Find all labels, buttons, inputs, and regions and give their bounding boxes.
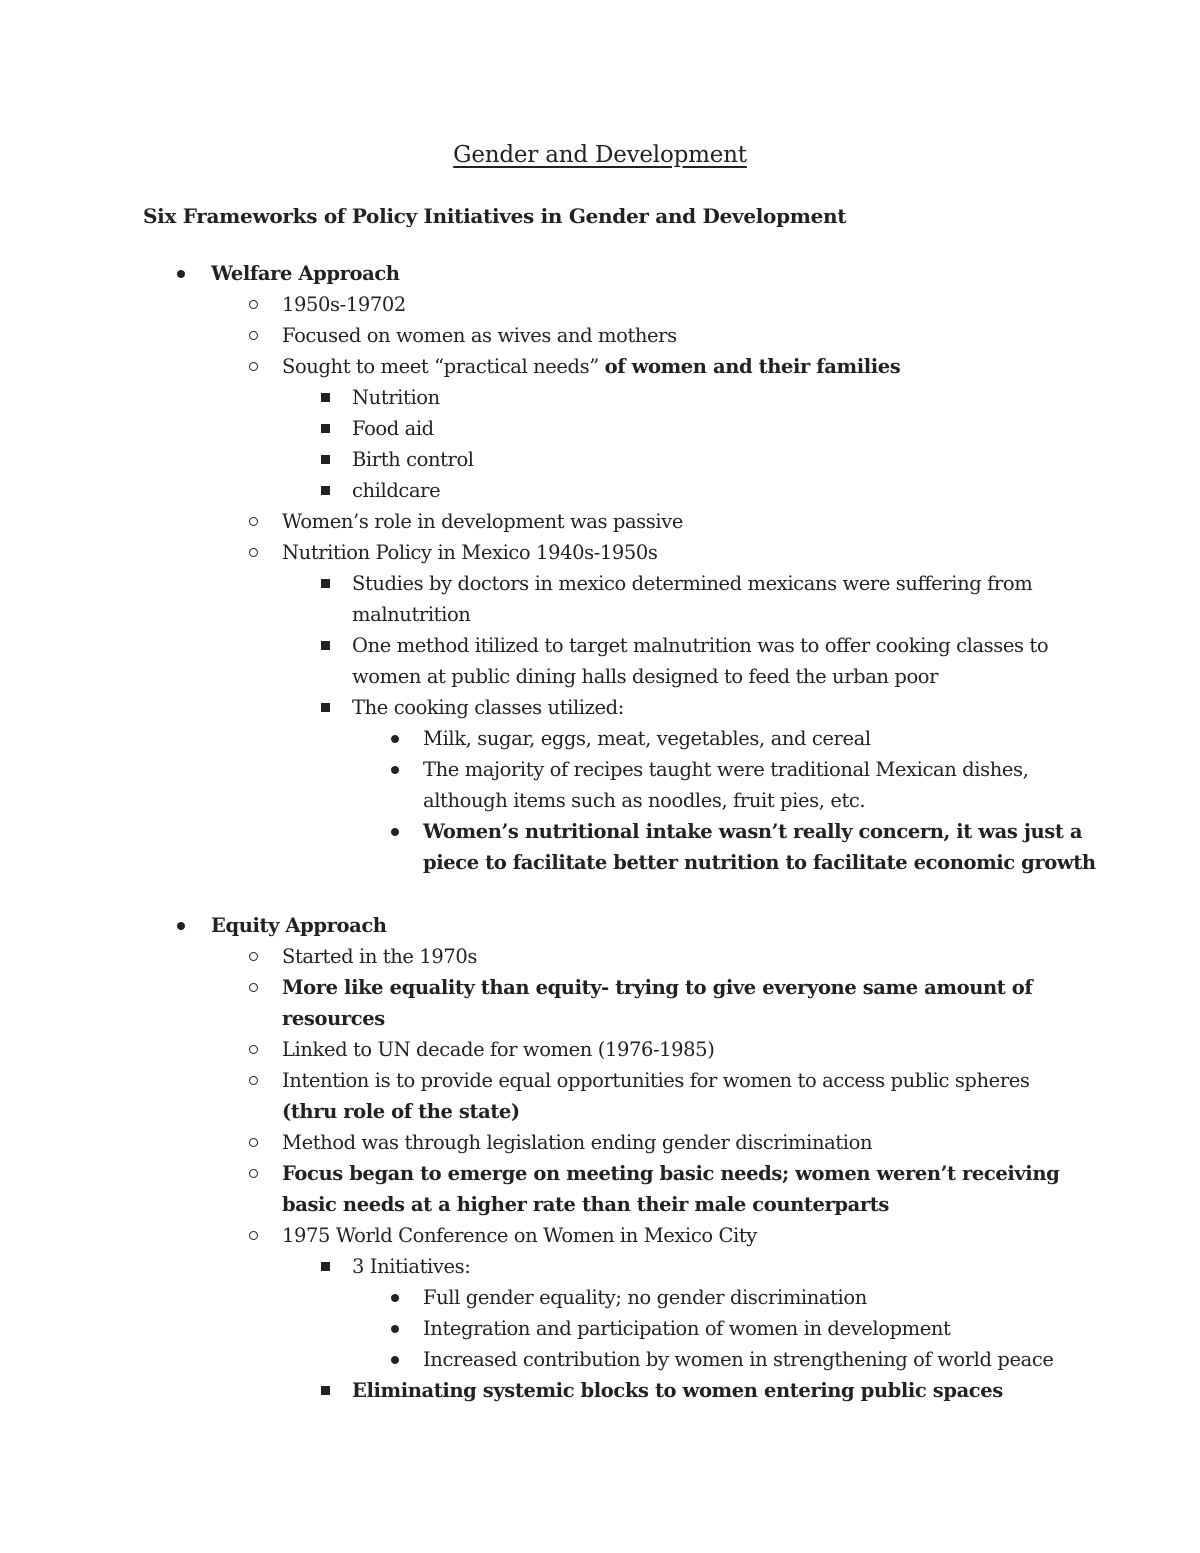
list-item: [0, 1034, 1200, 1065]
list-item: [0, 413, 1200, 444]
list-item-text: [423, 816, 1082, 847]
list-item-continuation: [0, 1096, 1200, 1127]
equity-approach-section: [0, 910, 1200, 1406]
text-run: Started in the 1970s: [282, 945, 477, 968]
list-item-text: [423, 1344, 1054, 1375]
list-item: [0, 1251, 1200, 1282]
bullet-square-icon: [319, 1251, 331, 1282]
list-item: [0, 1313, 1200, 1344]
list-item: [0, 630, 1200, 661]
list-item-continuation: [0, 599, 1200, 630]
list-item-text: [423, 1282, 867, 1313]
section-heading: [0, 258, 1200, 289]
welfare-approach-section: [0, 258, 1200, 878]
bullet-square-icon: [319, 568, 331, 599]
text-run: 3 Initiatives:: [352, 1255, 471, 1278]
list-item: [0, 444, 1200, 475]
bold-text-run: Welfare Approach: [211, 262, 400, 285]
list-item: [0, 351, 1200, 382]
bullet-square-icon: [319, 382, 331, 413]
bullet-dot-icon: [390, 816, 402, 847]
list-item-text: [352, 444, 474, 475]
bullet-dot-icon: [176, 910, 188, 941]
bullet-dot-icon: [390, 1344, 402, 1375]
text-run: One method itilized to target malnutrition was to offer cooking classes to: [352, 634, 1049, 657]
bullet-square-icon: [319, 692, 331, 723]
list-item-text: [352, 475, 440, 506]
bold-text-run: piece to facilitate better nutrition to facilitate economic growth: [423, 851, 1096, 874]
bullet-dot-icon: [390, 1313, 402, 1344]
bullet-square-icon: [319, 475, 331, 506]
list-item-continuation: [0, 661, 1200, 692]
list-item: [0, 382, 1200, 413]
list-item-text: [423, 754, 1028, 785]
bullet-circle-icon: [248, 351, 260, 382]
list-item: [0, 816, 1200, 847]
list-item-text: [282, 1003, 385, 1034]
list-item-continuation: [0, 1003, 1200, 1034]
list-item: [0, 1344, 1200, 1375]
bold-text-run: More like equality than equity- trying to give everyone same amount of: [282, 976, 1033, 999]
bullet-dot-icon: [176, 258, 188, 289]
list-item-text: [282, 941, 477, 972]
list-item: [0, 692, 1200, 723]
bullet-square-icon: [319, 444, 331, 475]
bold-text-run: resources: [282, 1007, 385, 1030]
list-item-text: [282, 1220, 757, 1251]
list-item: [0, 289, 1200, 320]
bullet-circle-icon: [248, 1034, 260, 1065]
bold-text-run: of women and their families: [604, 355, 901, 378]
list-item: [0, 941, 1200, 972]
bullet-dot-icon: [390, 723, 402, 754]
section-subtitle: Six Frameworks of Policy Initiatives in Gender and Development: [143, 204, 847, 228]
list-item-text: [282, 1189, 889, 1220]
list-item-text: [282, 506, 683, 537]
bullet-circle-icon: [248, 506, 260, 537]
list-item: [0, 1282, 1200, 1313]
list-item-text: [352, 661, 938, 692]
list-item-text: [282, 1096, 520, 1127]
text-run: Full gender equality; no gender discrimination: [423, 1286, 867, 1309]
list-item-text: [352, 692, 624, 723]
bullet-circle-icon: [248, 537, 260, 568]
list-item-text: [282, 1127, 872, 1158]
section-heading: [0, 910, 1200, 941]
text-run: women at public dining halls designed to feed the urban poor: [352, 665, 939, 688]
bold-text-run: basic needs at a higher rate than their male counterparts: [282, 1193, 889, 1216]
bold-text-run: Eliminating systemic blocks to women entering public spaces: [352, 1379, 1003, 1402]
text-run: Milk, sugar, eggs, meat, vegetables, and cereal: [423, 727, 871, 750]
list-item-text: [282, 351, 900, 382]
list-item-continuation: [0, 785, 1200, 816]
list-item: [0, 568, 1200, 599]
bullet-circle-icon: [248, 941, 260, 972]
bullet-square-icon: [319, 413, 331, 444]
bold-text-run: Equity Approach: [211, 914, 387, 937]
list-item-text: [352, 1251, 470, 1282]
list-item-text: [282, 1065, 1030, 1096]
bullet-square-icon: [319, 1375, 331, 1406]
list-item-text: [211, 910, 387, 941]
list-item: [0, 972, 1200, 1003]
list-item-text: [423, 1313, 950, 1344]
list-item: [0, 1220, 1200, 1251]
list-item-continuation: [0, 1189, 1200, 1220]
list-item-text: [352, 413, 434, 444]
list-item: [0, 1375, 1200, 1406]
bullet-circle-icon: [248, 1220, 260, 1251]
text-run: Women’s role in development was passive: [282, 510, 683, 533]
list-item: [0, 723, 1200, 754]
bullet-circle-icon: [248, 289, 260, 320]
list-item-text: [282, 972, 1032, 1003]
bullet-dot-icon: [390, 1282, 402, 1313]
bullet-circle-icon: [248, 1127, 260, 1158]
list-item: [0, 537, 1200, 568]
list-item: [0, 754, 1200, 785]
text-run: 1950s-19702: [282, 293, 406, 316]
bold-text-run: Women’s nutritional intake wasn’t really concern, it was just a: [423, 820, 1083, 843]
text-run: malnutrition: [352, 603, 471, 626]
bullet-circle-icon: [248, 1158, 260, 1189]
text-run: Birth control: [352, 448, 474, 471]
page-title: Gender and Development: [453, 142, 747, 168]
bullet-circle-icon: [248, 1065, 260, 1096]
text-run: childcare: [352, 479, 441, 502]
text-run: Sought to meet “practical needs”: [282, 355, 605, 378]
list-item-text: [423, 847, 1096, 878]
bullet-circle-icon: [248, 320, 260, 351]
list-item: [0, 1158, 1200, 1189]
text-run: although items such as noodles, fruit pies, etc.: [423, 789, 866, 812]
text-run: 1975 World Conference on Women in Mexico City: [282, 1224, 757, 1247]
list-item-text: [282, 537, 658, 568]
list-item-continuation: [0, 847, 1200, 878]
list-item-text: [282, 289, 406, 320]
text-run: The cooking classes utilized:: [352, 696, 624, 719]
text-run: Intention is to provide equal opportunities for women to access public spheres: [282, 1069, 1030, 1092]
list-item-text: [352, 382, 440, 413]
text-run: The majority of recipes taught were traditional Mexican dishes,: [423, 758, 1029, 781]
text-run: Linked to UN decade for women (1976-1985): [282, 1038, 715, 1061]
bullet-circle-icon: [248, 972, 260, 1003]
text-run: Focused on women as wives and mothers: [282, 324, 677, 347]
list-item-text: [282, 320, 677, 351]
text-run: Integration and participation of women in development: [423, 1317, 951, 1340]
list-item-text: [282, 1158, 1059, 1189]
text-run: Studies by doctors in mexico determined mexicans were suffering from: [352, 572, 1033, 595]
text-run: Method was through legislation ending gender discrimination: [282, 1131, 873, 1154]
list-item-text: [352, 630, 1048, 661]
list-item-text: [423, 785, 865, 816]
list-item: [0, 1127, 1200, 1158]
list-item-text: [423, 723, 871, 754]
list-item-text: [352, 568, 1032, 599]
bold-text-run: Focus began to emerge on meeting basic needs; women weren’t receiving: [282, 1162, 1060, 1185]
bold-text-run: (thru role of the state): [282, 1100, 520, 1123]
bullet-dot-icon: [390, 754, 402, 785]
bullet-square-icon: [319, 630, 331, 661]
list-item-text: [352, 599, 470, 630]
list-item: [0, 475, 1200, 506]
list-item: [0, 506, 1200, 537]
list-item: [0, 1065, 1200, 1096]
text-run: Nutrition Policy in Mexico 1940s-1950s: [282, 541, 658, 564]
text-run: Food aid: [352, 417, 434, 440]
text-run: Nutrition: [352, 386, 440, 409]
list-item: [0, 320, 1200, 351]
list-item-text: [211, 258, 400, 289]
list-item-text: [282, 1034, 714, 1065]
text-run: Increased contribution by women in strengthening of world peace: [423, 1348, 1054, 1371]
list-item-text: [352, 1375, 1003, 1406]
